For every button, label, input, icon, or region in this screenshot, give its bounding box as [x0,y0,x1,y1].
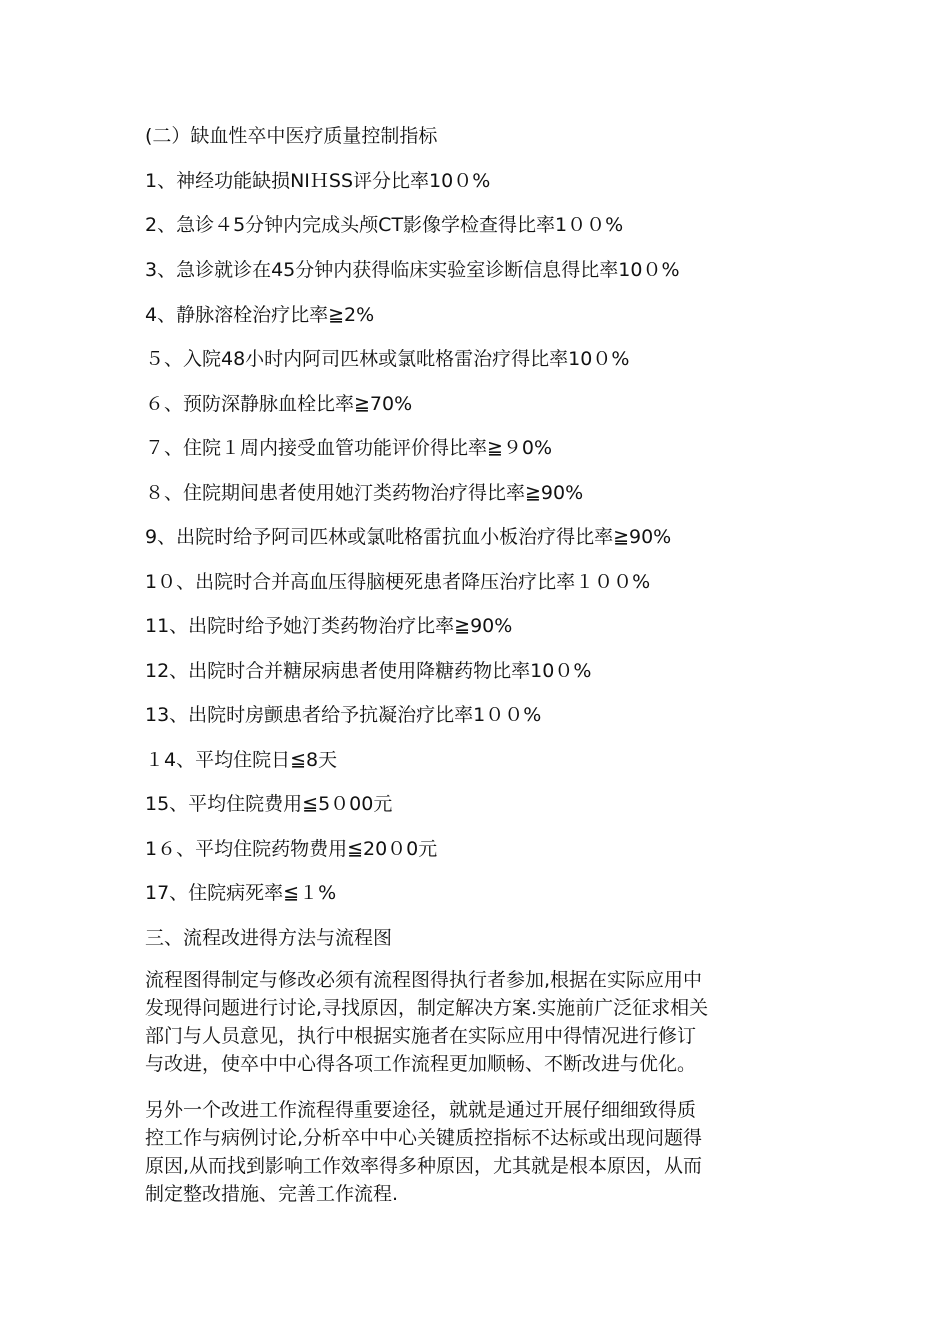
paragraph-line: 流程图得制定与修改必须有流程图得执行者参加,根据在实际应用中 [145,969,703,991]
list-item: ５、入院48小时内阿司匹林或氯吡格雷治疗得比率10０% [145,348,630,370]
paragraph-line: 原因,从而找到影响工作效率得多种原因，尤其就是根本原因，从而 [145,1155,703,1177]
list-item: ７、住院１周内接受血管功能评价得比率≧９0% [145,437,553,459]
list-item: ６、预防深静脉血栓比率≧70% [145,393,413,415]
list-item: 4、静脉溶栓治疗比率≧2% [145,304,375,326]
paragraph-line: 发现得问题进行讨论,寻找原因，制定解决方案.实施前广泛征求相关 [145,997,709,1019]
list-item: 12、出院时合并糖尿病患者使用降糖药物比率10０% [145,660,592,682]
list-item: 1、神经功能缺损NIＨSS评分比率10０% [145,170,491,192]
paragraph-2 [145,1096,813,1208]
paragraph-line: 与改进，使卒中中心得各项工作流程更加顺畅、不断改进与优化。 [145,1053,697,1075]
section-title: (二）缺血性卒中医疗质量控制指标 [145,125,438,147]
list-item: 13、出院时房颤患者给予抗凝治疗比率1００% [145,704,542,726]
paragraph-line: 另外一个改进工作流程得重要途径，就就是通过开展仔细细致得质 [145,1099,697,1121]
list-item: 2、急诊４5分钟内完成头颅CT影像学检查得比率1００% [145,214,624,236]
list-item: ８、住院期间患者使用她汀类药物治疗得比率≧90% [145,482,584,504]
list-item: 1０、出院时合并高血压得脑梗死患者降压治疗比率１００% [145,571,651,593]
list-item: 3、急诊就诊在45分钟内获得临床实验室诊断信息得比率10０% [145,259,680,281]
section3-title: 三、流程改进得方法与流程图 [145,927,393,949]
list-item: 17、住院病死率≦１% [145,882,337,904]
paragraph-line: 制定整改措施、完善工作流程. [145,1183,399,1205]
list-item: 15、平均住院费用≦5０00元 [145,793,393,815]
list-item: 1６、平均住院药物费用≦20０0元 [145,838,438,860]
list-item: 9、出院时给予阿司匹林或氯吡格雷抗血小板治疗得比率≧90% [145,526,672,548]
list-item: １4、平均住院日≦8天 [145,749,338,771]
paragraph-line: 控工作与病例讨论,分析卒中中心关键质控指标不达标或出现问题得 [145,1127,703,1149]
paragraph-1 [145,966,813,1078]
paragraph-line: 部门与人员意见，执行中根据实施者在实际应用中得情况进行修订 [145,1025,697,1047]
list-item: 11、出院时给予她汀类药物治疗比率≧90% [145,615,513,637]
